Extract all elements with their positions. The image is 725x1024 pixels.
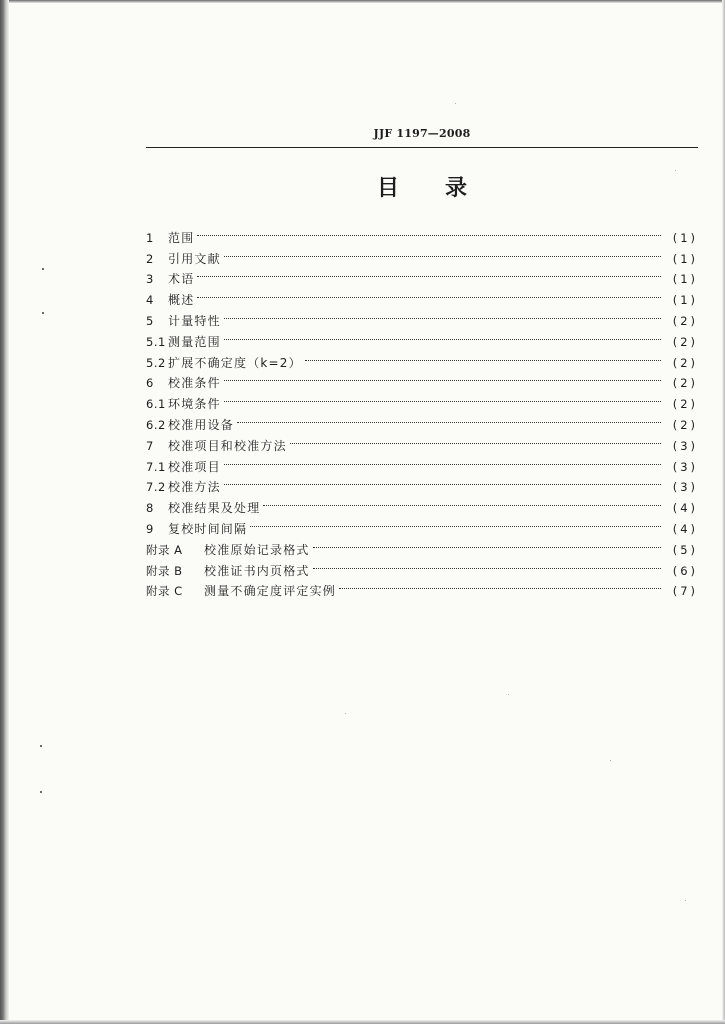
toc-entry-number: 附录 A: [146, 542, 183, 557]
toc-entry-number: 4: [146, 293, 154, 308]
toc-leader-dots: [313, 554, 661, 575]
toc-entry: [146, 450, 698, 474]
page-title: 目录: [376, 176, 513, 201]
toc-entry-number: 9: [146, 521, 154, 536]
toc-entry-label: 校准条件: [168, 376, 221, 391]
table-of-contents: [146, 221, 698, 599]
scan-bottom-edge: [0, 1020, 725, 1024]
toc-entry: [146, 471, 698, 495]
toc-entry-label: 术语: [168, 272, 195, 287]
toc-entry-page: (5): [672, 542, 698, 557]
toc-entry-page: (2): [672, 313, 698, 328]
toc-entry-label: 测量范围: [168, 334, 221, 349]
toc-leader-dots: [224, 367, 661, 388]
scan-speck: [610, 760, 611, 761]
toc-entry-number: 2: [146, 251, 154, 266]
toc-entry: [146, 242, 698, 266]
toc-entry-label: 环境条件: [168, 397, 221, 412]
toc-entry-page: (6): [672, 563, 698, 578]
scan-speck: [345, 713, 346, 714]
toc-entry-number: 3: [146, 272, 154, 287]
toc-entry: [146, 387, 698, 412]
toc-leader-dots: [339, 575, 661, 596]
toc-entry-label: 复校时间间隔: [168, 521, 248, 536]
toc-leader-dots: [224, 450, 661, 471]
scan-top-edge: [0, 0, 725, 3]
toc-entry-page: (2): [672, 376, 698, 391]
toc-leader-dots: [197, 263, 661, 284]
toc-entry-label: 校准项目: [168, 459, 221, 474]
toc-entry-number: 5: [146, 313, 154, 328]
standard-code-header: JJF 1197—2008: [373, 127, 471, 140]
toc-leader-dots: [224, 471, 661, 492]
toc-entry-number: 7.1: [146, 459, 166, 474]
toc-entry-number: 7: [146, 438, 154, 453]
toc-entry-number: 6.1: [146, 397, 166, 412]
scan-speck: [42, 312, 44, 314]
toc-leader-dots: [290, 429, 661, 450]
toc-entry-page: (2): [672, 397, 698, 412]
toc-entry-page: (3): [672, 459, 698, 474]
toc-leader-dots: [224, 242, 661, 263]
header-rule: [146, 147, 698, 148]
toc-entry-page: (1): [672, 293, 698, 308]
toc-entry: [146, 367, 698, 391]
toc-entry-number: 7.2: [146, 480, 166, 495]
toc-entry-label: 校准原始记录格式: [204, 542, 310, 557]
toc-entry-label: 校准证书内页格式: [204, 563, 310, 578]
scan-speck: [42, 268, 44, 270]
toc-entry-label: 扩展不确定度（k=2）: [168, 355, 302, 370]
toc-entry-number: 1: [146, 230, 154, 245]
toc-leader-dots: [263, 491, 661, 512]
toc-entry-number: 6: [146, 376, 154, 391]
scan-speck: [508, 694, 509, 695]
toc-entry-label: 引用文献: [168, 251, 221, 266]
toc-entry-page: (2): [672, 355, 698, 370]
toc-entry: [146, 491, 698, 516]
scan-speck: [685, 900, 686, 901]
toc-entry-number: 附录 B: [146, 563, 183, 578]
toc-entry-label: 范围: [168, 230, 195, 245]
toc-entry-page: (4): [672, 501, 698, 516]
toc-entry-label: 概述: [168, 293, 195, 308]
scan-speck: [455, 103, 456, 104]
toc-leader-dots: [305, 346, 661, 367]
toc-entry: [146, 263, 698, 287]
toc-entry-page: (7): [672, 584, 698, 599]
toc-entry-page: (1): [672, 272, 698, 287]
toc-entry: [146, 408, 698, 432]
toc-leader-dots: [197, 283, 661, 304]
toc-entry: [146, 325, 698, 349]
toc-entry: [146, 283, 698, 308]
toc-entry-page: (1): [672, 230, 698, 245]
toc-entry-number: 8: [146, 501, 154, 516]
toc-leader-dots: [313, 533, 661, 554]
toc-entry-number: 6.2: [146, 417, 166, 432]
toc-leader-dots: [224, 304, 661, 325]
toc-entry: [146, 346, 698, 370]
toc-entry-number: 附录 C: [146, 584, 183, 599]
toc-entry-label: 校准用设备: [168, 417, 235, 432]
toc-entry-label: 测量不确定度评定实例: [204, 584, 337, 599]
toc-entry-page: (1): [672, 251, 698, 266]
toc-entry-label: 计量特性: [168, 313, 221, 328]
toc-entry-label: 校准方法: [168, 480, 221, 495]
toc-entry-label: 校准结果及处理: [168, 501, 261, 516]
scan-speck: [40, 745, 42, 747]
toc-entry-page: (2): [672, 417, 698, 432]
toc-entry-page: (3): [672, 480, 698, 495]
toc-leader-dots: [224, 387, 661, 408]
toc-entry-page: (4): [672, 521, 698, 536]
toc-entry-number: 5.2: [146, 355, 166, 370]
toc-entry: [146, 304, 698, 328]
toc-leader-dots: [250, 512, 661, 533]
toc-leader-dots: [224, 325, 661, 346]
toc-entry: [146, 221, 698, 245]
scan-speck: [40, 791, 42, 793]
toc-entry-label: 校准项目和校准方法: [168, 438, 287, 453]
toc-entry-page: (3): [672, 438, 698, 453]
scan-left-edge: [0, 0, 9, 1024]
toc-entry-page: (2): [672, 334, 698, 349]
toc-leader-dots: [237, 408, 661, 429]
toc-leader-dots: [197, 221, 661, 242]
toc-entry-number: 5.1: [146, 334, 166, 349]
